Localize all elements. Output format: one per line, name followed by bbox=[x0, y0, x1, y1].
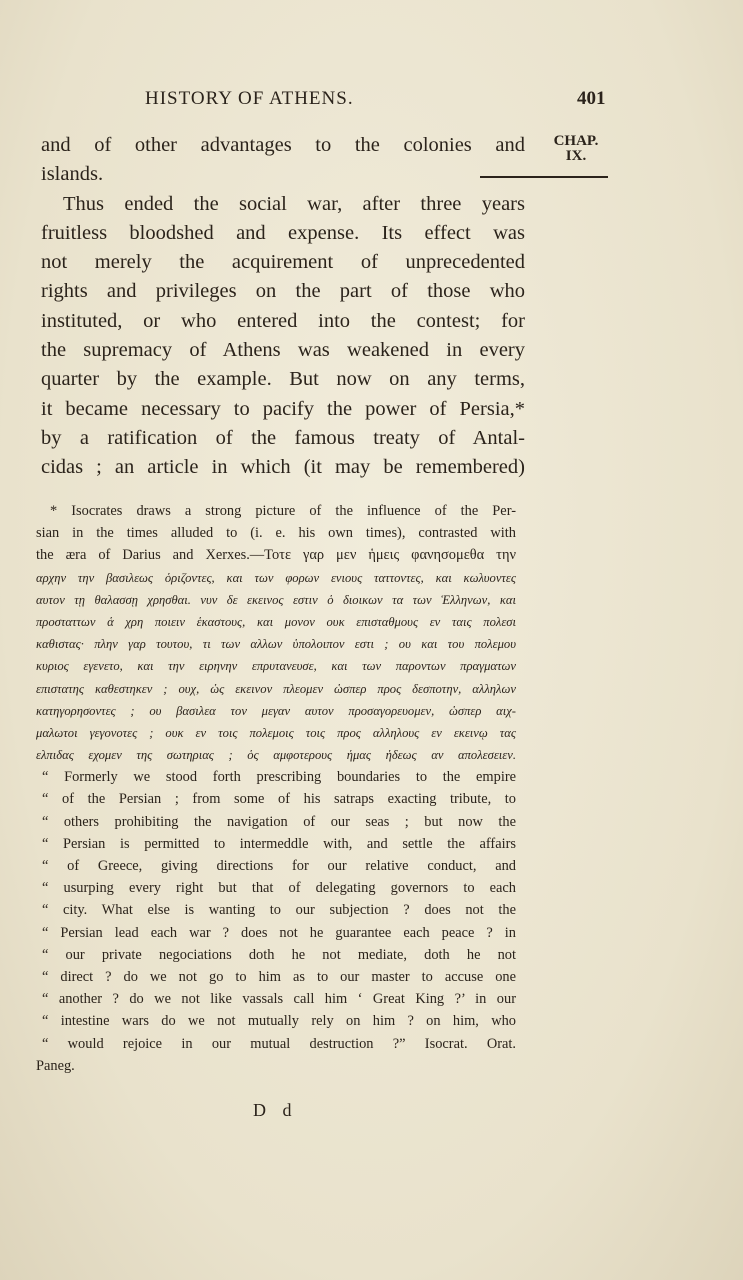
body-line: islands. bbox=[41, 163, 104, 186]
footnote-greek-line: αυτον τῃ θαλασσῃ χρησθαι. νυν δε εκεινος εστιν ὁ διοικων τα των Ἑλληνων, και bbox=[36, 592, 516, 607]
footnote-quote-line: “ of the Persian ; from some of his satraps exacting tribute, to bbox=[42, 791, 516, 808]
chapter-margin-note bbox=[548, 134, 604, 164]
footnote-quote-line: “ city. What else is wanting to our subjection ? does not the bbox=[42, 902, 516, 919]
footnote-quote-line: “ Persian is permitted to intermeddle with, and settle the affairs bbox=[42, 835, 516, 852]
footnote-greek-line: ελπιδας εχομεν της σωτηριας ; ὁς αμφοτερους ἡμας ἡδεως αν απολεσειεν. bbox=[36, 748, 516, 763]
footnote-quote-line: “ Persian lead each war ? does not he guarantee each peace ? in bbox=[42, 924, 516, 941]
footnote-line: * Isocrates draws a strong picture of the influence of the Per- bbox=[50, 503, 516, 519]
footnote-quote-line: “ another ? do we not like vassals call him ‘ Great King ?’ in our bbox=[42, 991, 516, 1008]
body-line: and of other advantages to the colonies and bbox=[41, 134, 525, 156]
body-line: quarter by the example. But now on any terms, bbox=[41, 368, 525, 391]
signature-mark: D d bbox=[253, 1100, 298, 1120]
body-line: cidas ; an article in which (it may be remembered) bbox=[41, 456, 525, 479]
footnote-quote-line: “ direct ? do we not go to him as to our master to accuse one bbox=[42, 968, 516, 985]
footnote-quote-line: “ Formerly we stood forth prescribing boundaries to the empire bbox=[42, 769, 516, 786]
footnote-greek-line: κυριος εγενετο, και την ειρηνην επρυτανευσε, και των παροντων πραγματων bbox=[36, 659, 516, 674]
footnote-greek-line: προσταττων ἁ χρη ποιειν ἑκαστους, και μονον ουκ επισταθμους εν ταις πολεσι bbox=[36, 614, 516, 629]
main-text bbox=[41, 131, 525, 483]
footnote-line: sian in the times alluded to (i. e. his own times), contrasted with bbox=[36, 525, 516, 542]
body-line: fruitless bloodshed and expense. Its effect was bbox=[41, 221, 525, 244]
footnote-quote-line: “ intestine wars do we not mutually rely on him ? on him, who bbox=[42, 1013, 516, 1030]
footnote-quote-line: “ would rejoice in our mutual destruction ?” Isocrat. Orat. bbox=[42, 1035, 516, 1052]
page-number: 401 bbox=[577, 88, 606, 109]
footnote-greek-line: αρχην την βασιλεως ὁριζοντες, και των φορων ενιους ταττοντες, και κωλυοντες bbox=[36, 570, 516, 585]
running-header-title: HISTORY OF ATHENS. bbox=[145, 88, 354, 109]
chapter-number: IX. bbox=[565, 148, 587, 164]
footnote-greek-line: μαλωτοι γεγονοτες ; ουκ εν τοις πολεμοις τοις προς αλληλους εν εκεινῳ τας bbox=[36, 725, 516, 740]
body-line: not merely the acquirement of unprecedented bbox=[41, 251, 525, 274]
body-line: the supremacy of Athens was weakened in every bbox=[41, 339, 525, 362]
footnote-greek-line: κατηγορησοντες ; ου βασιλεα τον μεγαν αυτον προσαγορευομεν, ὡσπερ αιχ- bbox=[36, 703, 516, 718]
body-line: it became necessary to pacify the power of Persia,* bbox=[41, 397, 525, 420]
footnote-greek-line: επιστατης καθεστηκεν ; ουχ, ὡς εκεινον πλεομεν ὡσπερ προς δεσποτην, αλληλων bbox=[36, 681, 516, 696]
footnote-line: Paneg. bbox=[36, 1057, 75, 1074]
footnote bbox=[36, 500, 516, 1077]
body-line: by a ratification of the famous treaty of Antal- bbox=[41, 426, 525, 449]
body-line: Thus ended the social war, after three years bbox=[63, 192, 525, 215]
footnote-greek-line: καθιστας· πλην γαρ τουτου, τι των αλλων ὑπολοιπον εστι ; ου και του πολεμου bbox=[36, 637, 516, 652]
footnote-quote-line: “ usurping every right but that of delegating governors to each bbox=[42, 880, 516, 897]
body-line: rights and privileges on the part of those who bbox=[41, 280, 525, 303]
footnote-quote-line: “ others prohibiting the navigation of our seas ; but now the bbox=[42, 813, 516, 830]
body-line: instituted, or who entered into the contest; for bbox=[41, 309, 525, 332]
footnote-quote-line: “ our private negociations doth he not mediate, doth he not bbox=[42, 946, 516, 963]
chapter-label: CHAP. bbox=[553, 133, 599, 149]
footnote-line: the æra of Darius and Xerxes.—Τοτε γαρ μεν ἡμεις φανησομεθα την bbox=[36, 547, 516, 564]
footnote-quote-line: “ of Greece, giving directions for our relative conduct, and bbox=[42, 858, 516, 874]
